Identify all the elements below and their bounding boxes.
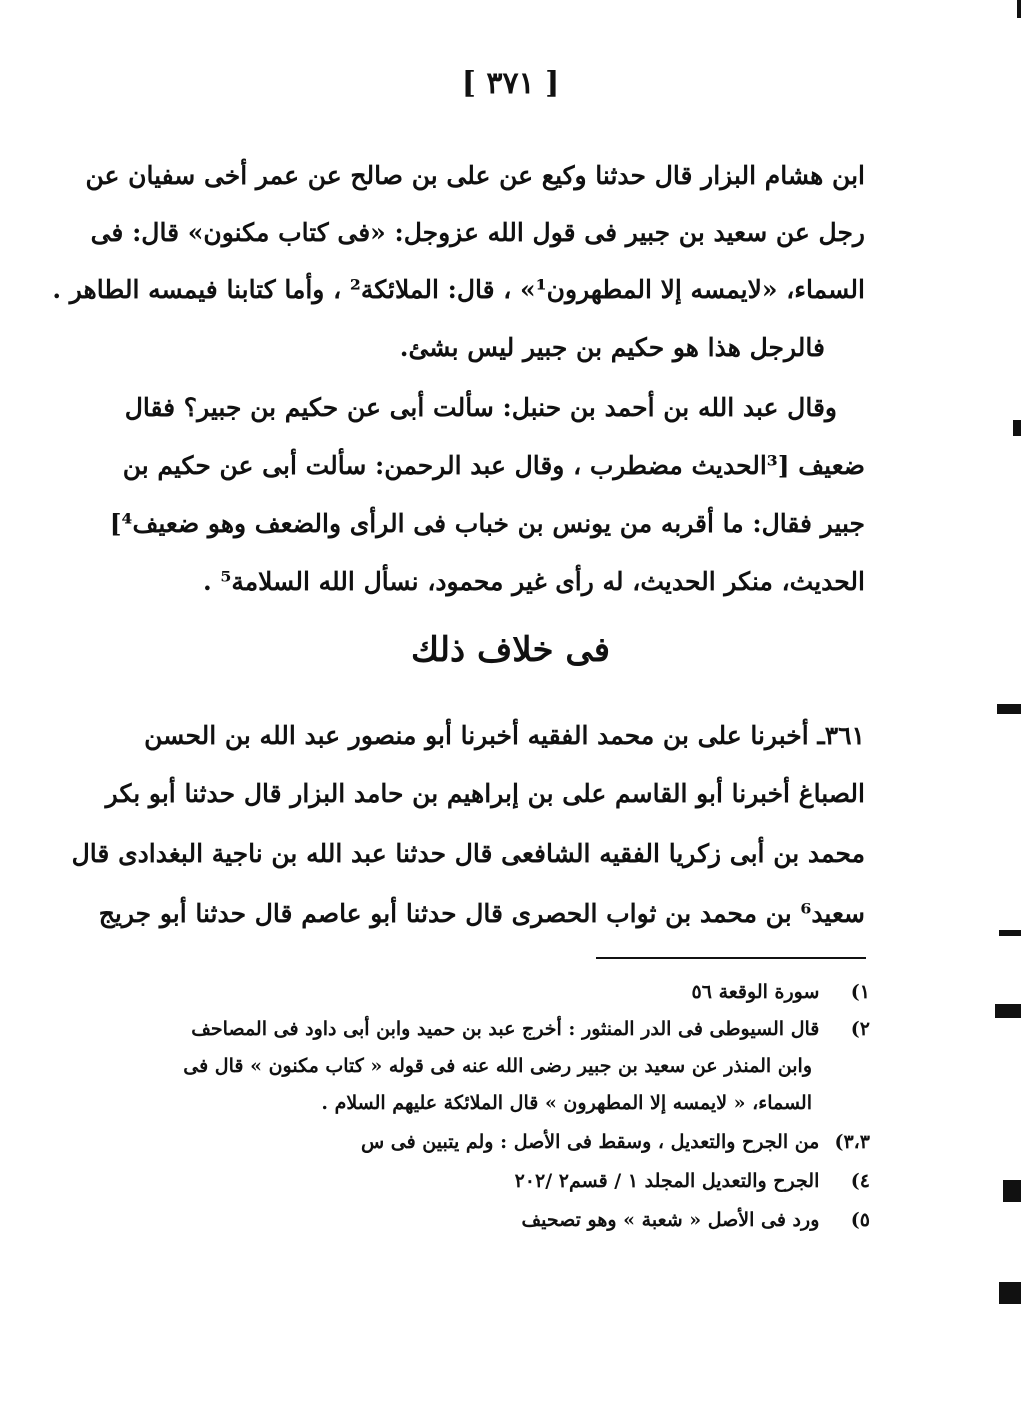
footnote-2-continuation: وابن المنذر عن سعيد بن جبير رضى الله عنه فى قوله « كتاب مكنون » قال فى [183,1055,812,1077]
scan-edge-mark [1013,420,1021,436]
text-line: جبير فقال: ما أقربه من يونس بن خباب فى الرأى والضعف وهو ضعيف⁴] [109,509,865,538]
footnote-4 [140,1161,870,1201]
scan-edge-mark [1017,0,1021,18]
scan-edge-mark [1003,1180,1021,1202]
scan-edge-mark [995,1004,1021,1018]
footnote-5 [140,1200,870,1240]
footnote-divider [596,957,866,959]
scan-edge-mark [999,930,1021,936]
footnote-text: الجرح والتعديل المجلد ١ / قسم٢ /٢٠٢ [514,1170,820,1192]
text-line: ضعيف [³الحديث مضطرب ، وقال عبد الرحمن: سألت أبى عن حكيم بن [122,451,865,480]
footnote-2-continuation: السماء، « لايمسه إلا المطهرون » قال الملائكة عليهم السلام . [321,1092,812,1114]
text-line: ابن هشام البزار قال حدثنا وكيع عن على بن صالح عن عمر أخى سفيان عن [85,161,865,190]
section-heading: فى خلاف ذلك [411,630,610,670]
text-line: محمد بن أبى زكريا الفقيه الشافعى قال حدثنا عبد الله بن ناجية البغدادى قال [71,839,865,868]
footnote-text: قال السيوطى فى الدر المنثور : أخرج عبد بن حميد وابن أبى داود فى المصاحف [191,1018,820,1040]
footnote-number: ١) [850,981,870,1003]
footnote-number: ٢) [850,1018,870,1040]
footnote-number: ٤) [850,1170,870,1192]
text-line: رجل عن سعيد بن جبير فى قول الله عزوجل: «فى كتاب مكنون» قال: فى [90,218,865,247]
footnote-number: ٣،٣) [834,1131,870,1153]
text-line: وقال عبد الله بن أحمد بن حنبل: سألت أبى عن حكيم بن جبير؟ فقال [124,393,837,422]
footnote-2 [140,1009,870,1049]
text-line: فالرجل هذا هو حكيم بن جبير ليس بشئ. [399,333,825,362]
footnote-number: ٥) [850,1209,870,1231]
footnote-text: ورد فى الأصل « شعبة » وهو تصحيف [521,1209,820,1231]
text-line: ٣٦١ـ أخبرنا على بن محمد الفقيه أخبرنا أبو منصور عبد الله بن الحسن [144,721,865,750]
text-line: سعيد⁶ بن محمد بن ثواب الحصرى قال حدثنا أبو عاصم قال حدثنا أبو جريج [98,899,865,928]
scan-edge-mark [997,704,1021,714]
footnote-text: سورة الوقعة ٥٦ [691,981,820,1003]
page-number: [ ٣٧١ ] [461,66,560,101]
text-line: الحديث، منكر الحديث، له رأى غير محمود، نسأل الله السلامة⁵ . [202,567,865,596]
footnote-1 [140,972,870,1012]
footnote-text: من الجرح والتعديل ، وسقط فى الأصل : ولم يتبين فى س [360,1131,820,1153]
text-line: السماء، «لايمسه إلا المطهرون¹» ، قال: الملائكة² ، وأما كتابنا فيمسه الطاهر . [52,275,865,304]
footnote-3 [140,1122,870,1162]
scan-edge-mark [999,1282,1021,1304]
text-line: الصباغ أخبرنا أبو القاسم على بن إبراهيم بن حامد البزار قال حدثنا أبو بكر [105,779,865,808]
